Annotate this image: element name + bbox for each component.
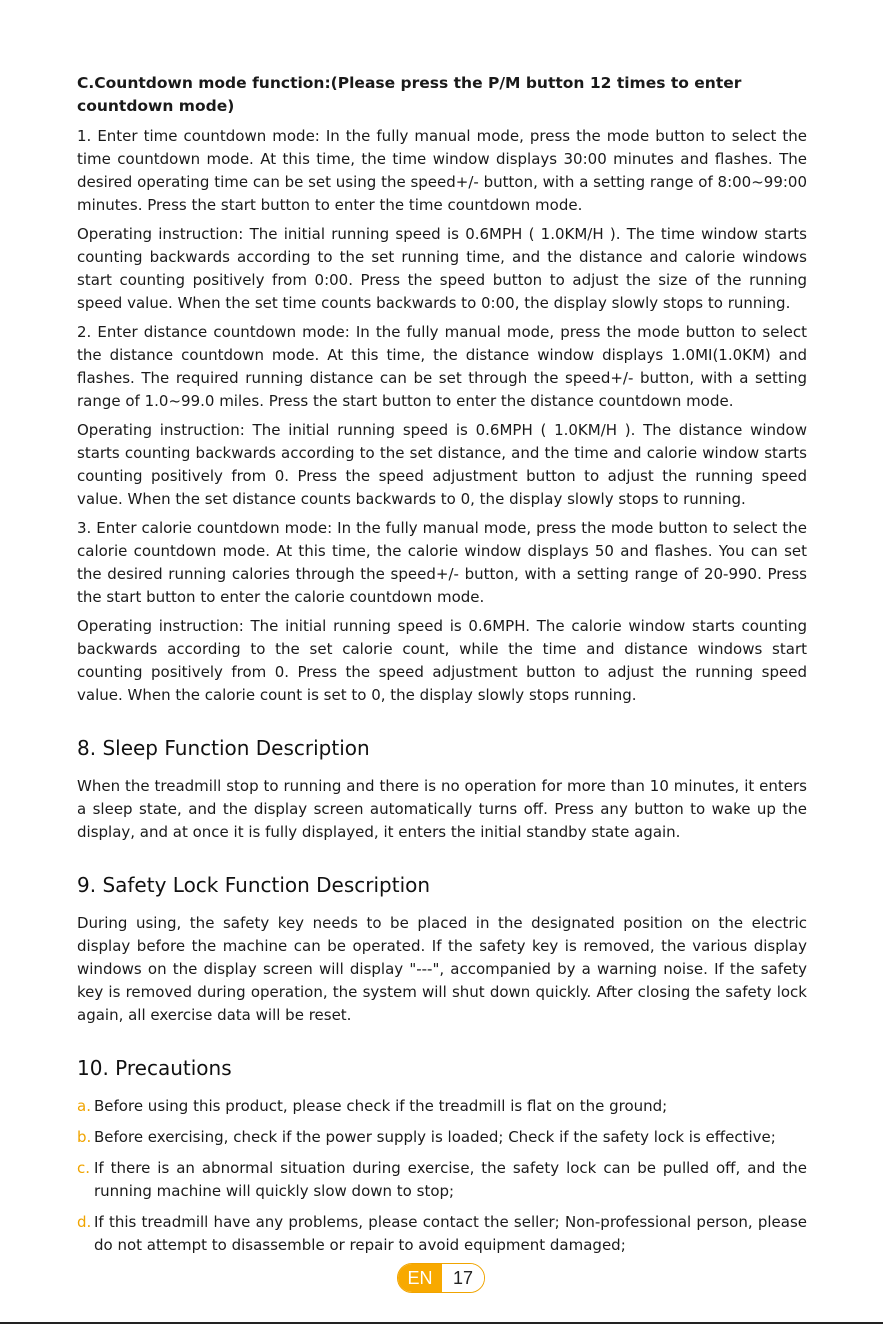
manual-page	[77, 72, 807, 1265]
paragraph-distance-instruction: Operating instruction: The initial running speed is 0.6MPH ( 1.0KM/H ). The distance window starts counting backwards according to the set distance, and the time and calorie window starts counting positively from 0. Press the speed adjustment button to adjust the running speed value. When the set distance counts backwards to 0, the display slowly stops to running.	[77, 421, 807, 508]
list-item	[77, 1095, 807, 1118]
list-item	[77, 1157, 807, 1203]
list-item-text: If this treadmill have any problems, please contact the seller; Non-professional person, please do not attempt to disassemble or repair to avoid equipment damaged;	[94, 1213, 807, 1254]
precautions-title: 10. Precautions	[77, 1056, 232, 1080]
sleep-title: 8. Sleep Function Description	[77, 736, 370, 760]
safety-title: 9. Safety Lock Function Description	[77, 873, 431, 897]
list-item-text: Before using this product, please check if the treadmill is flat on the ground;	[94, 1097, 668, 1115]
sleep-text: When the treadmill stop to running and there is no operation for more than 10 minutes, it enters a sleep state, and the display screen automatically turns off. Press any button to wake up the display, and at once it is fully displayed, it enters the initial standby state again.	[77, 777, 807, 841]
list-item	[77, 1126, 807, 1149]
list-item-text: If there is an abnormal situation during exercise, the safety lock can be pulled off, and the running machine will quickly slow down to stop;	[94, 1159, 807, 1200]
list-item	[77, 1211, 807, 1257]
page-number-badge	[397, 1263, 485, 1293]
precautions-section	[77, 1055, 807, 1257]
list-item-text: Before exercising, check if the power supply is loaded; Check if the safety lock is effective;	[94, 1128, 776, 1146]
list-marker: c.	[77, 1159, 91, 1177]
list-marker: b.	[77, 1128, 92, 1146]
list-marker: d.	[77, 1213, 92, 1231]
countdown-section	[77, 72, 807, 707]
countdown-heading: C.Countdown mode function:(Please press the P/M button 12 times to enter countdown mode)	[77, 74, 742, 115]
sleep-section	[77, 735, 807, 844]
paragraph-calorie-instruction: Operating instruction: The initial running speed is 0.6MPH. The calorie window starts counting backwards according to the set calorie count, while the time and distance windows start counting positively from 0. Press the speed adjustment button to adjust the running speed value. When the calorie count is set to 0, the display slowly stops running.	[77, 617, 807, 704]
safety-text: During using, the safety key needs to be placed in the designated position on the electric display before the machine can be operated. If the safety key is removed, the various display windows on the display screen will display "---", accompanied by a warning noise. If the safety key is removed during operation, the system will shut down quickly. After closing the safety lock again, all exercise data will be reset.	[77, 914, 807, 1024]
language-label: EN	[398, 1264, 442, 1292]
paragraph-distance-countdown: 2. Enter distance countdown mode: In the fully manual mode, press the mode button to select the distance countdown mode. At this time, the distance window displays 1.0MI(1.0KM) and flashes. The required running distance can be set through the speed+/- button, with a setting range of 1.0~99.0 miles. Press the start button to enter the distance countdown mode.	[77, 323, 807, 410]
paragraph-time-countdown: 1. Enter time countdown mode: In the fully manual mode, press the mode button to select the time countdown mode. At this time, the time window displays 30:00 minutes and flashes. The desired operating time can be set using the speed+/- button, with a setting range of 8:00~99:00 minutes. Press the start button to enter the time countdown mode.	[77, 127, 808, 214]
safety-section	[77, 872, 807, 1027]
precautions-list	[77, 1095, 807, 1257]
paragraph-time-instruction: Operating instruction: The initial running speed is 0.6MPH ( 1.0KM/H ). The time window starts counting backwards according to the set running time, and the distance and calorie windows start counting positively from 0:00. Press the speed button to adjust the size of the running speed value. When the set time counts backwards to 0:00, the display slowly stops to running.	[77, 225, 807, 312]
paragraph-calorie-countdown: 3. Enter calorie countdown mode: In the fully manual mode, press the mode button to select the calorie countdown mode. At this time, the calorie window displays 50 and flashes. You can set the desired running calories through the speed+/- button, with a setting range of 20-990. Press the start button to enter the calorie countdown mode.	[77, 519, 807, 606]
page-number: 17	[442, 1264, 484, 1292]
list-marker: a.	[77, 1097, 91, 1115]
